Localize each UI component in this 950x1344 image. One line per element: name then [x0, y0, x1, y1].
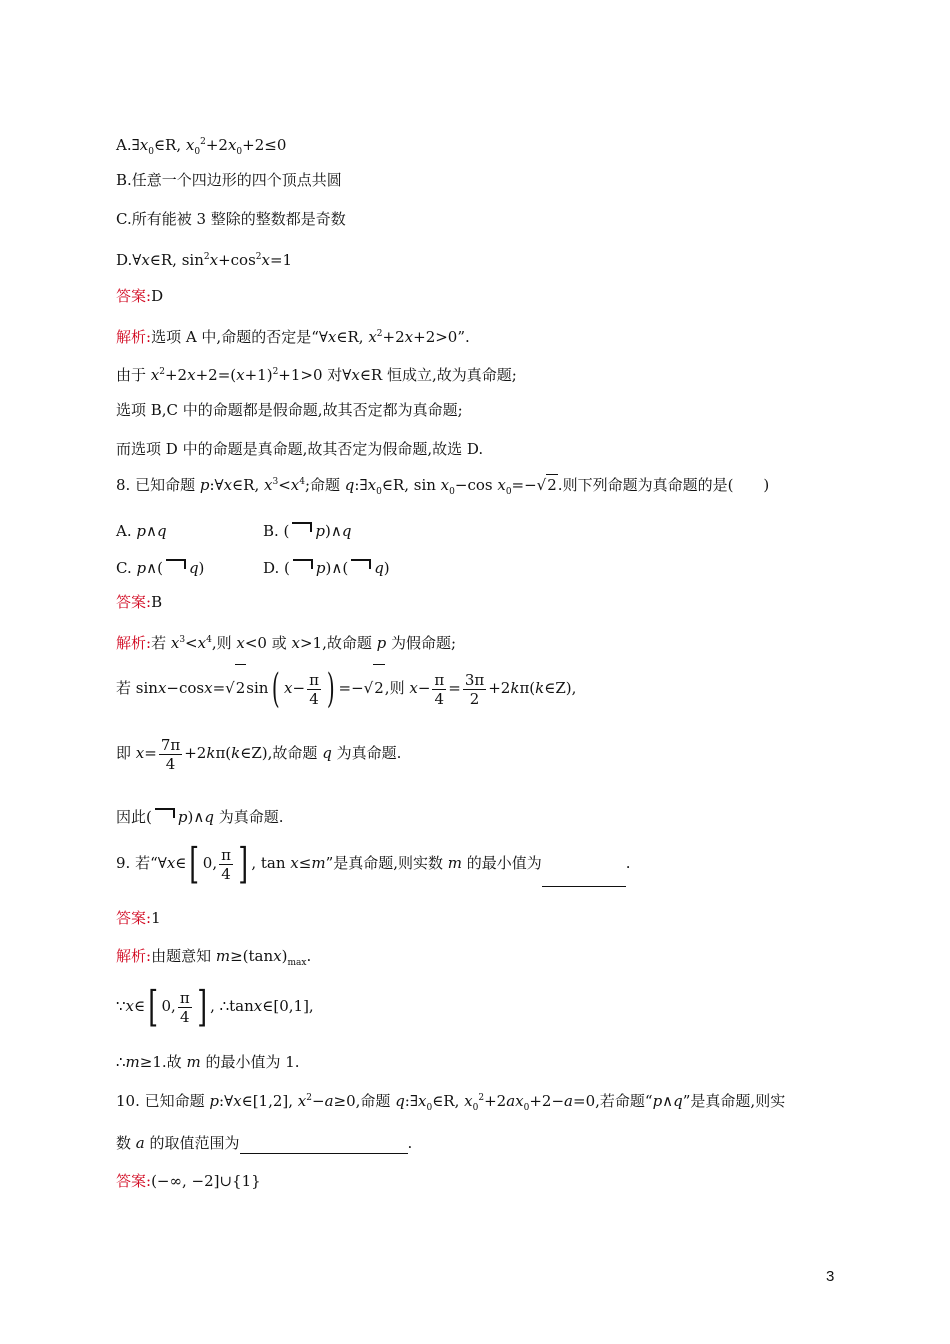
- q10-answer: 答案:(−∞, −2]∪{1}: [116, 1172, 261, 1190]
- q8-answer: 答案:B: [116, 593, 163, 611]
- negation-symbol: [155, 808, 175, 818]
- q8-option-d: D. ( p)∧( q): [263, 559, 390, 577]
- q9-analysis-3: ∴m≥1.故 m 的最小值为 1.: [116, 1053, 300, 1071]
- q8-analysis-3: 即 x= $\frac{7\pi}{4}$ +2kπ(k∈Z),故命题 q 为真命题.: [116, 735, 402, 773]
- q7-option-a: $A.\exists x_0\in R$, $x_0^2+2x_0+2\le 0$: [116, 136, 287, 157]
- q9-stem: 9. 若“∀x∈[ 0, $\frac{\pi}{4}$ ] , tan x≤m”是真命题,则实数 m 的最小值为 .: [116, 839, 631, 888]
- q7-option-c: C.所有能被 3 整除的整数都是奇数: [116, 210, 346, 228]
- page-number: 3: [826, 1268, 835, 1285]
- q9-answer: 答案:1: [116, 909, 161, 927]
- q8-stem: 8. 已知命题 p:∀x∈R, $x^3<x^4$;命题 $q:\exists x_0\in R$, $\sin x_0-\cos$ $x_0=-√2$.则下列命题为真命题的是( ): [116, 476, 770, 497]
- q7-option-b: B.任意一个四边形的四个顶点共圆: [116, 171, 342, 189]
- q8-analysis-1: 解析:若 $x^3<x^4$,则 x<0 或 x>1,故命题 p 为假命题;: [116, 634, 457, 652]
- q9-analysis-1: 解析:由题意知 $m\ge(\tan x)_{max}$.: [116, 947, 312, 968]
- q10-stem-1: 10. 已知命题 p:∀x∈[1,2], $x^2-a\ge 0$,命题 $q:\exists x_0\in R$, $x_0^2+2ax_0+2-a=0$,若命题“p∧q”是真命题,则实: [116, 1092, 786, 1113]
- q9-analysis-2: ∵x∈[ 0, $\frac{\pi}{4}$ ] , ∴tanx∈[0,1],: [116, 982, 314, 1031]
- q10-stem-2: 数 a 的取值范围为 .: [116, 1134, 413, 1152]
- q8-analysis-2: 若 sinx−cosx=√2sin( x− $\frac{\pi}{4}$ ) =−√2,则 x− $\frac{\pi}{4}$ = $\frac{3\pi}{2}$ +2kπ(k∈Z),: [116, 666, 577, 712]
- negation-symbol: [292, 522, 312, 532]
- q7-analysis-4: 而选项 D 中的命题是真命题,故其否定为假命题,故选 D.: [116, 440, 484, 458]
- negation-symbol: [166, 559, 186, 569]
- q8-option-a: A. p∧q: [116, 522, 167, 540]
- q7-analysis-1: 解析:选项 A 中,命题的否定是“∀x∈R, $x^2+2x+2>0$”.: [116, 328, 470, 346]
- q7-answer: 答案:D: [116, 287, 164, 305]
- q8-option-c: C. p∧( q): [116, 559, 205, 577]
- negation-symbol: [351, 559, 371, 569]
- q7-option-d: D.∀x∈R, $\sin^2x+\cos^2x=1$: [116, 251, 293, 269]
- negation-symbol: [293, 559, 313, 569]
- q7-analysis-3: 选项 B,C 中的命题都是假命题,故其否定都为真命题;: [116, 401, 463, 419]
- q8-analysis-4: 因此( p)∧q 为真命题.: [116, 808, 284, 826]
- q8-option-b: B. ( p)∧q: [263, 522, 352, 540]
- q7-analysis-2: 由于 $x^2+2x+2=(x+1)^2+1>0$ 对∀x∈R 恒成立,故为真命题;: [116, 366, 517, 384]
